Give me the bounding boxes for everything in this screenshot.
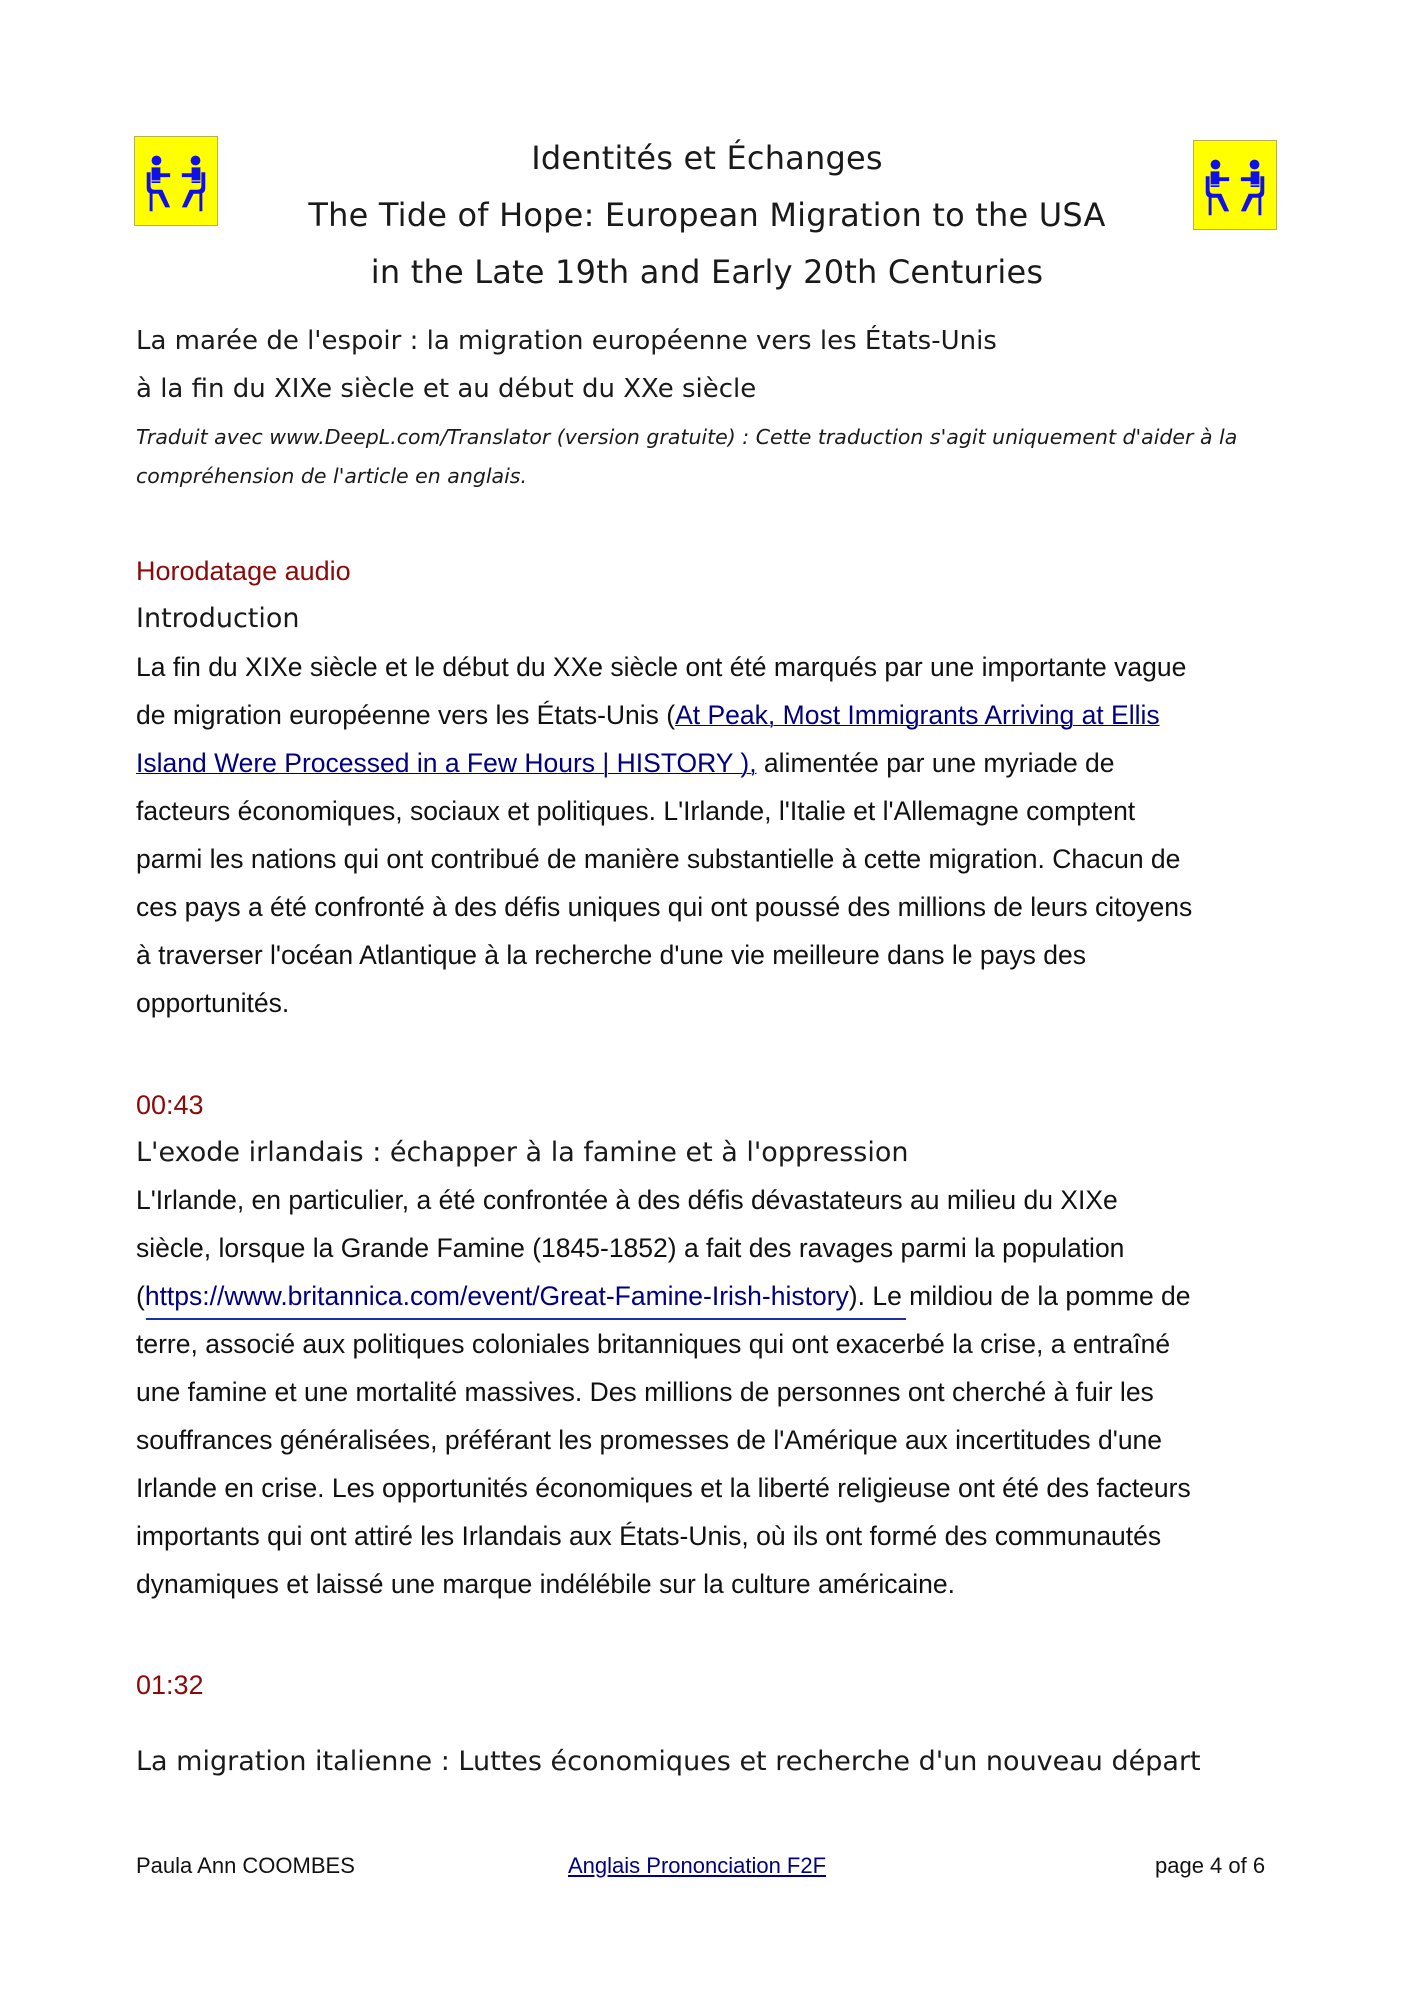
paragraph-line xyxy=(136,748,1115,779)
paragraph-line: dynamiques et laissé une marque indélébile sur la culture américaine. xyxy=(136,1569,956,1599)
french-subtitle-line-2: à la fin du XIXe siècle et au début du XXe siècle xyxy=(136,374,757,404)
paragraph-line: Irlande en crise. Les opportunités économiques et la liberté religieuse ont été des facteurs xyxy=(136,1473,1191,1503)
paragraph-line: L'Irlande, en particulier, a été confrontée à des défis dévastateurs au milieu du XIXe xyxy=(136,1185,1118,1215)
paragraph-line: à traverser l'océan Atlantique à la recherche d'une vie meilleure dans le pays des xyxy=(136,940,1086,970)
paragraph-line: parmi les nations qui ont contribué de manière substantielle à cette migration. Chacun de xyxy=(136,844,1181,874)
section-heading-italian-migration: La migration italienne : Luttes économiques et recherche d'un nouveau départ xyxy=(136,1746,1201,1777)
history-article-link-continued[interactable]: Island Were Processed in a Few Hours | HISTORY ), xyxy=(136,748,757,778)
text-span: La fin du XIXe siècle et le début du XXe siècle ont été marqués par une importante vague xyxy=(136,652,1187,682)
paragraph-line: importants qui ont attiré les Irlandais aux États-Unis, où ils ont formé des communautés xyxy=(136,1521,1162,1551)
paragraph-line: ces pays a été confronté à des défis uniques qui ont poussé des millions de leurs citoyens xyxy=(136,892,1193,922)
paragraph-line xyxy=(136,700,1160,731)
text-span: ). Le mildiou de la pomme de xyxy=(848,1281,1191,1311)
paragraph-line xyxy=(136,652,1186,683)
audio-timestamp-label: Horodatage audio xyxy=(136,556,351,586)
page-title-line-3: in the Late 19th and Early 20th Centuries xyxy=(370,253,1044,291)
britannica-link[interactable]: https://www.britannica.com/event/Great-Famine-Irish-history xyxy=(144,1281,849,1311)
footer-author: Paula Ann COOMBES xyxy=(136,1853,355,1878)
section-heading-introduction: Introduction xyxy=(136,603,300,634)
text-span: alimentée par une myriade de xyxy=(756,748,1115,778)
paragraph-line: terre, associé aux politiques coloniales britanniques qui ont exacerbé la crise, a entraîné xyxy=(136,1329,1171,1359)
section-heading-irish-exodus: L'exode irlandais : échapper à la famine et à l'oppression xyxy=(136,1137,909,1168)
paragraph-line: une famine et une mortalité massives. Des millions de personnes ont cherché à fuir les xyxy=(136,1377,1154,1407)
britannica-link-underline xyxy=(146,1318,906,1320)
audio-timestamp: 00:43 xyxy=(136,1090,204,1120)
paragraph-line: souffrances généralisées, préférant les promesses de l'Amérique aux incertitudes d'une xyxy=(136,1425,1163,1455)
paragraph-line: siècle, lorsque la Grande Famine (1845-1852) a fait des ravages parmi la population xyxy=(136,1233,1125,1263)
paragraph-line: opportunités. xyxy=(136,988,290,1018)
audio-timestamp: 01:32 xyxy=(136,1670,204,1700)
translation-note-line-1: Traduit avec www.DeepL.com/Translator (version gratuite) : Cette traduction s'agit uniquement d'aider à la xyxy=(136,425,1238,449)
text-span: de migration européenne vers les États-Unis ( xyxy=(136,700,676,730)
history-article-link[interactable]: At Peak, Most Immigrants Arriving at Ellis xyxy=(675,700,1160,730)
text-span: ( xyxy=(136,1281,145,1311)
translation-note-line-2: compréhension de l'article en anglais. xyxy=(136,464,527,488)
page-title-line-2: The Tide of Hope: European Migration to the USA xyxy=(308,196,1106,234)
footer-course-link[interactable]: Anglais Prononciation F2F xyxy=(568,1853,827,1878)
paragraph-line: facteurs économiques, sociaux et politiques. L'Irlande, l'Italie et l'Allemagne comptent xyxy=(136,796,1136,826)
paragraph-line xyxy=(136,1281,1191,1312)
french-subtitle-line-1: La marée de l'espoir : la migration européenne vers les États-Unis xyxy=(136,326,997,356)
footer-page-number: page 4 of 6 xyxy=(1155,1853,1266,1878)
page-title-line-1: Identités et Échanges xyxy=(531,139,883,177)
